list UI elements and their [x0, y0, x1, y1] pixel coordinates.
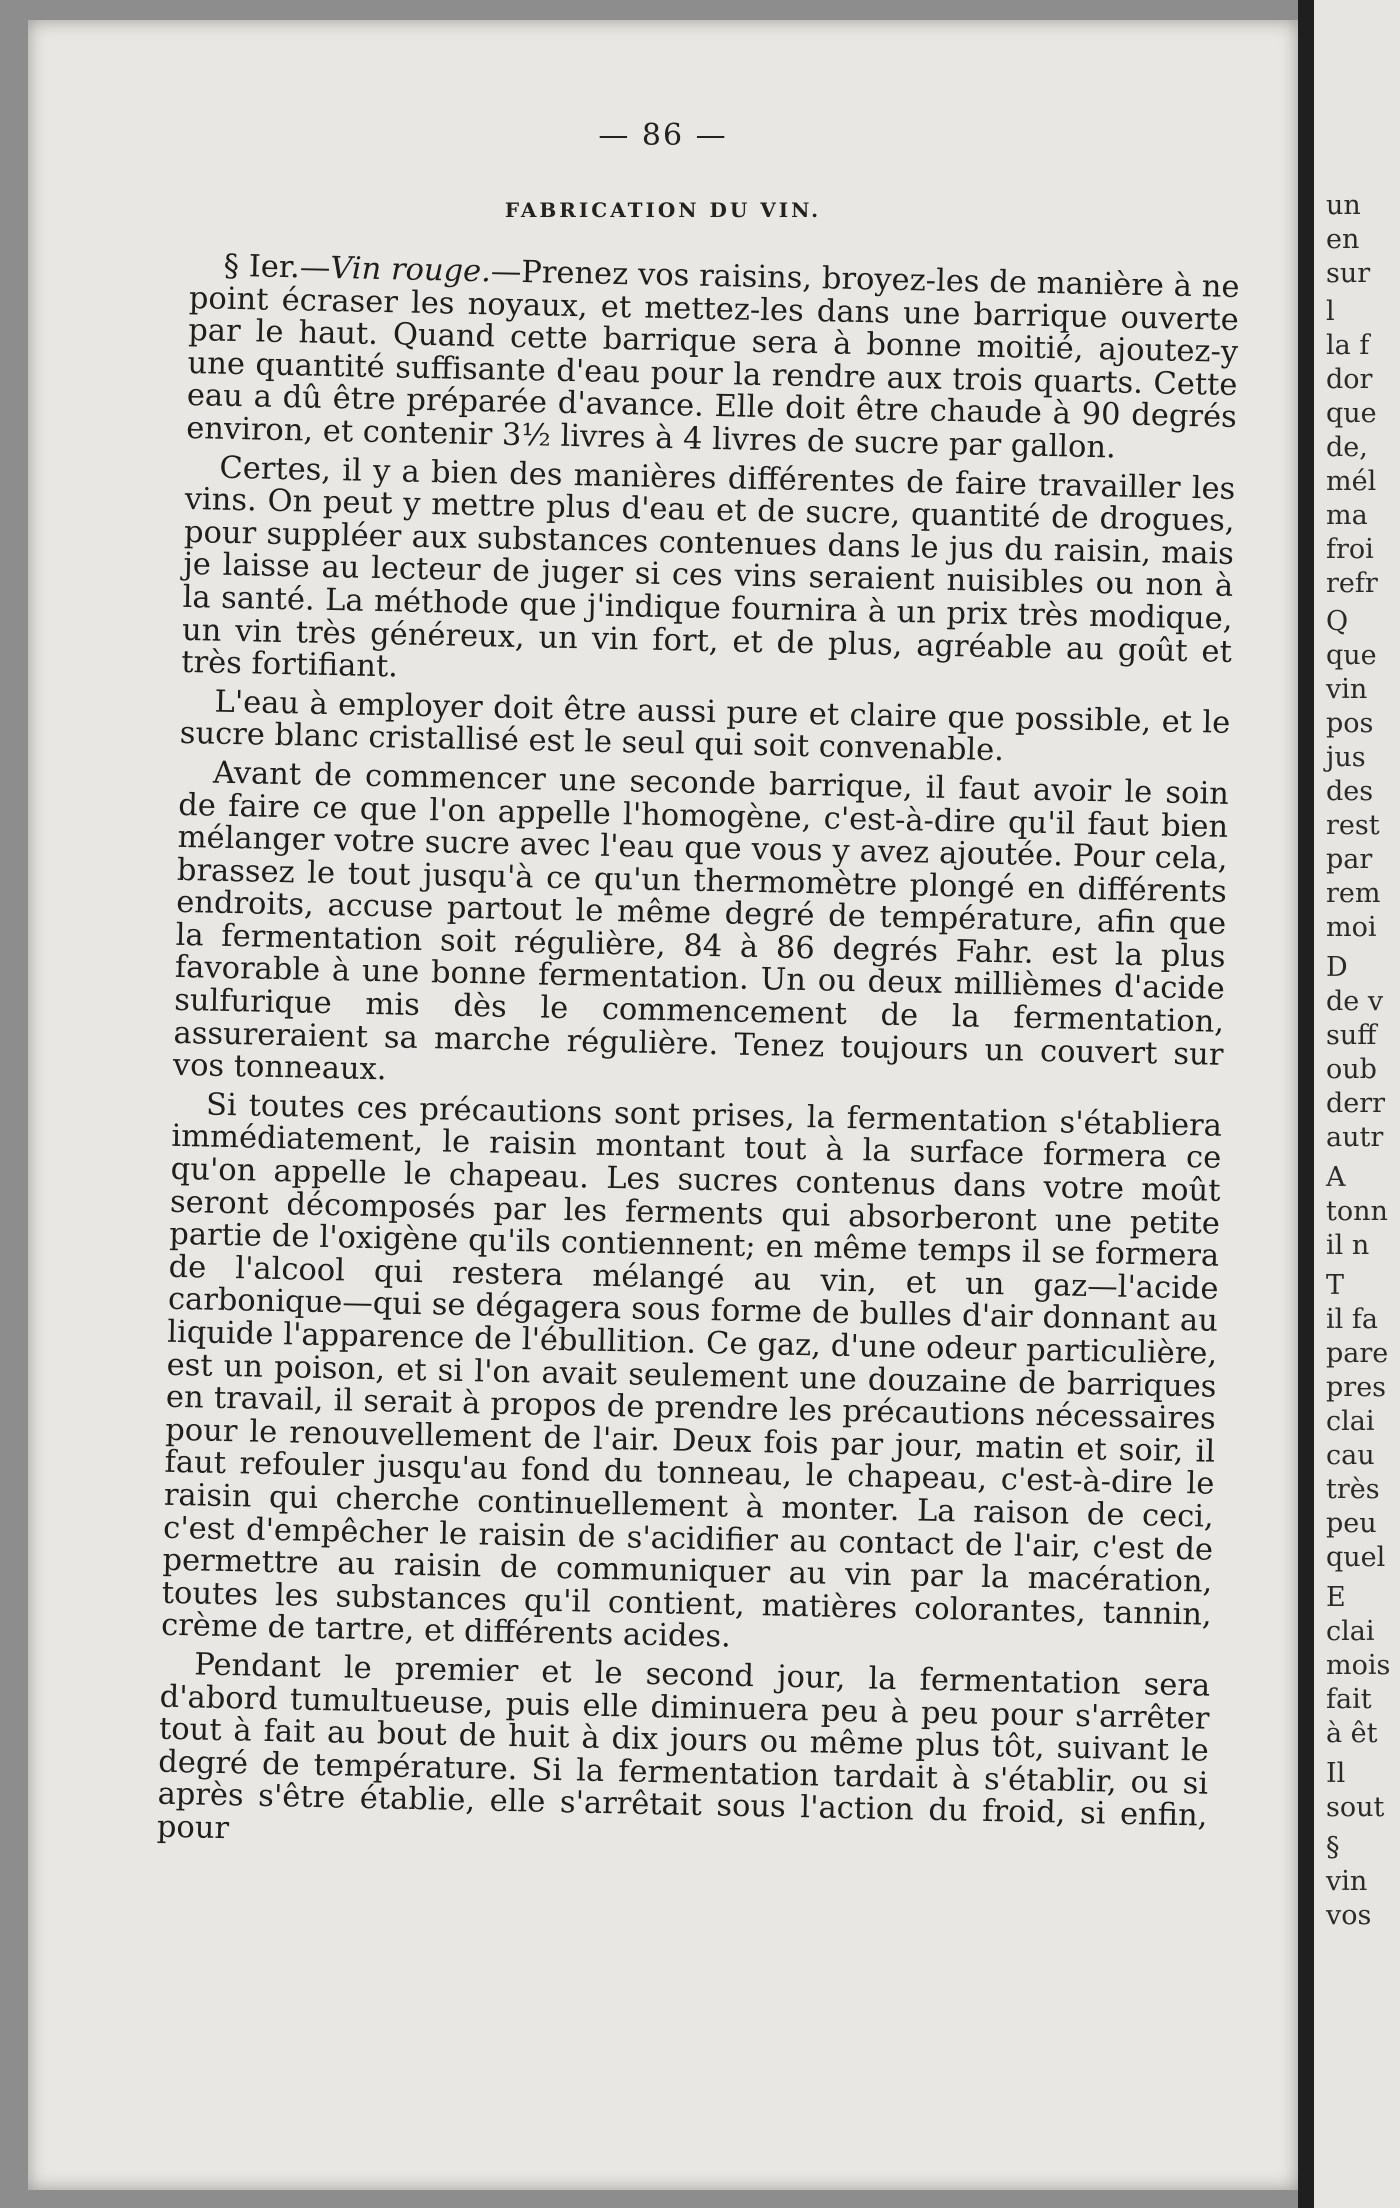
paragraph: L'eau à employer doit être aussi pure et claire que possible, et le sucre blanc cristallisé est le seul qui soit convenable. — [179, 684, 1231, 769]
facing-fragment: il n — [1326, 1230, 1370, 1261]
paragraph-text: —Prenez vos raisins, broyez-les de manière à ne point écraser les noyaux, et mettez-les dans une barrique ouverte par le haut. Quand cette barrique sera à bonne moitié, ajoutez-y une quantité suffisante d'eau pour la rendre aux trois quarts. Cette eau a dû être préparée d'avance. Elle doit être chaude à 90 degrés environ, et contenir 3½ livres à 4 livres de sucre par gallon. — [185, 254, 1240, 466]
section-title: Vin rouge. — [329, 250, 492, 290]
facing-fragment: à êt — [1326, 1718, 1378, 1749]
book-page — [28, 20, 1298, 2190]
facing-fragment: pres — [1326, 1372, 1387, 1403]
facing-fragment: de, — [1326, 432, 1368, 463]
facing-fragment: jus — [1326, 742, 1366, 773]
facing-fragment: très — [1326, 1474, 1380, 1505]
facing-fragment: rest — [1326, 810, 1380, 841]
book-gutter — [1298, 0, 1314, 2208]
facing-fragment: mois — [1326, 1650, 1391, 1681]
facing-fragment: ma — [1326, 500, 1368, 531]
facing-fragment: T — [1326, 1270, 1345, 1301]
facing-page-edge — [1314, 0, 1400, 2208]
facing-fragment: l — [1326, 296, 1335, 327]
facing-fragment: que — [1326, 398, 1377, 429]
facing-fragment: il fa — [1326, 1304, 1378, 1335]
paragraph: Certes, il y a bien des manières différentes de faire travailler les vins. On peut y mettre plus d'eau et de sucre, quantité de drogues, pour suppléer aux substances contenues dans le jus du raisin, mais je laisse au lecteur de juger si ces vins seraient nuisibles ou non à la santé. La méthode que j'indique fournira à un prix très modique, un vin très généreux, un vin fort, et de plus, agréable au goût et très fortifiant. — [180, 450, 1236, 685]
facing-fragment: sout — [1326, 1792, 1385, 1823]
facing-fragment: tonn — [1326, 1196, 1388, 1227]
facing-fragment: dor — [1326, 364, 1373, 395]
facing-fragment: pare — [1326, 1338, 1389, 1369]
facing-fragment: en — [1326, 224, 1360, 255]
facing-fragment: autr — [1326, 1122, 1384, 1153]
facing-fragment: A — [1326, 1162, 1346, 1193]
facing-fragment: moi — [1326, 912, 1377, 943]
facing-fragment: froi — [1326, 534, 1374, 565]
facing-fragment: derr — [1326, 1088, 1386, 1119]
facing-fragment: vos — [1326, 1900, 1372, 1931]
facing-fragment: E — [1326, 1582, 1346, 1613]
paragraph: Si toutes ces précautions sont prises, la fermentation s'établiera immédiatement, le raisin montant tout à la surface formera ce qu'on appelle le chapeau. Les sucres contenus dans votre moût seront décomposés par les ferments qui absorberont une petite partie de l'oxigène qu'ils contiennent; en même temps il se formera de l'alcool qui restera mélangé au vin, et un gaz—l'acide carbonique—qui se dégagera sous forme de bulles d'air donnant au liquide l'apparence de l'ébullition. Ce gaz, d'une odeur particulière, est un poison, et si l'on avait seulement une douzaine de barriques en travail, il serait à propos de prendre les précautions nécessaires pour le renouvellement de l'air. Deux fois par jour, matin et soir, il faut refouler jusqu'au fond du tonneau, le chapeau, c'est-à-dire le raisin qui cherche continuellement à monter. La raison de ceci, c'est d'empêcher le raisin de s'acidifier au contact de l'air, c'est de permettre au raisin de communiquer au vin par la macération, toutes les substances qu'il contient, matières colorantes, tannin, crème de tartre, et différents acides. — [160, 1087, 1223, 1655]
running-head: FABRICATION DU VIN. — [504, 198, 822, 222]
facing-fragment: fait — [1326, 1684, 1372, 1715]
paragraph — [186, 250, 1240, 468]
page-number: — 86 — — [598, 118, 728, 153]
facing-fragment: clai — [1326, 1616, 1375, 1647]
facing-fragment: sur — [1326, 258, 1371, 289]
facing-fragment: refr — [1326, 568, 1378, 599]
facing-fragment: que — [1326, 640, 1377, 671]
body-text — [157, 250, 1240, 1866]
facing-fragment: suff — [1326, 1020, 1377, 1051]
facing-fragment: quel — [1326, 1542, 1386, 1573]
facing-fragment: vin — [1326, 1866, 1368, 1897]
paragraph: Pendant le premier et le second jour, la fermentation sera d'abord tumultueuse, puis elle diminuera peu à peu pour s'arrêter tout à fait au bout de huit à dix jours ou même plus tôt, suivant le degré de température. Si la fermentation tardait à s'établir, ou si après s'être établie, elle s'arrêtait sous l'action du froid, si enfin, pour — [156, 1647, 1211, 1847]
facing-fragment: rem — [1326, 878, 1381, 909]
facing-fragment: cau — [1326, 1440, 1375, 1471]
facing-fragment: par — [1326, 844, 1373, 875]
facing-fragment: de v — [1326, 986, 1384, 1017]
facing-fragment: clai — [1326, 1406, 1375, 1437]
paragraph: Avant de commencer une seconde barrique, il faut avoir le soin de faire ce que l'on appelle l'homogène, c'est-à-dire qu'il faut bien mélanger votre sucre avec l'eau que vous y avez ajoutée. Pour cela, brassez le tout jusqu'à ce qu'un thermomètre plongé en différents endroits, accuse partout le même degré de température, afin que la fermentation soit régulière, 84 à 86 degrés Fahr. est la plus favorable à une bonne fermentation. Un ou deux millièmes d'acide sulfurique mis dès le commencement de la fermentation, assureraient sa marche régulière. Tenez toujours un couvert sur vos tonneaux. — [172, 755, 1230, 1088]
facing-fragment: D — [1326, 952, 1348, 983]
facing-fragment: la f — [1326, 330, 1370, 361]
facing-fragment: un — [1326, 190, 1361, 221]
facing-fragment: oub — [1326, 1054, 1377, 1085]
facing-fragment: vin — [1326, 674, 1368, 705]
facing-fragment: § — [1326, 1832, 1340, 1863]
facing-fragment: Il — [1326, 1758, 1346, 1789]
facing-fragment: mél — [1326, 466, 1377, 497]
facing-fragment: Q — [1326, 606, 1349, 637]
facing-fragment: des — [1326, 776, 1374, 807]
section-marker: § Ier.— — [223, 248, 331, 286]
facing-fragment: peu — [1326, 1508, 1377, 1539]
facing-fragment: pos — [1326, 708, 1374, 739]
